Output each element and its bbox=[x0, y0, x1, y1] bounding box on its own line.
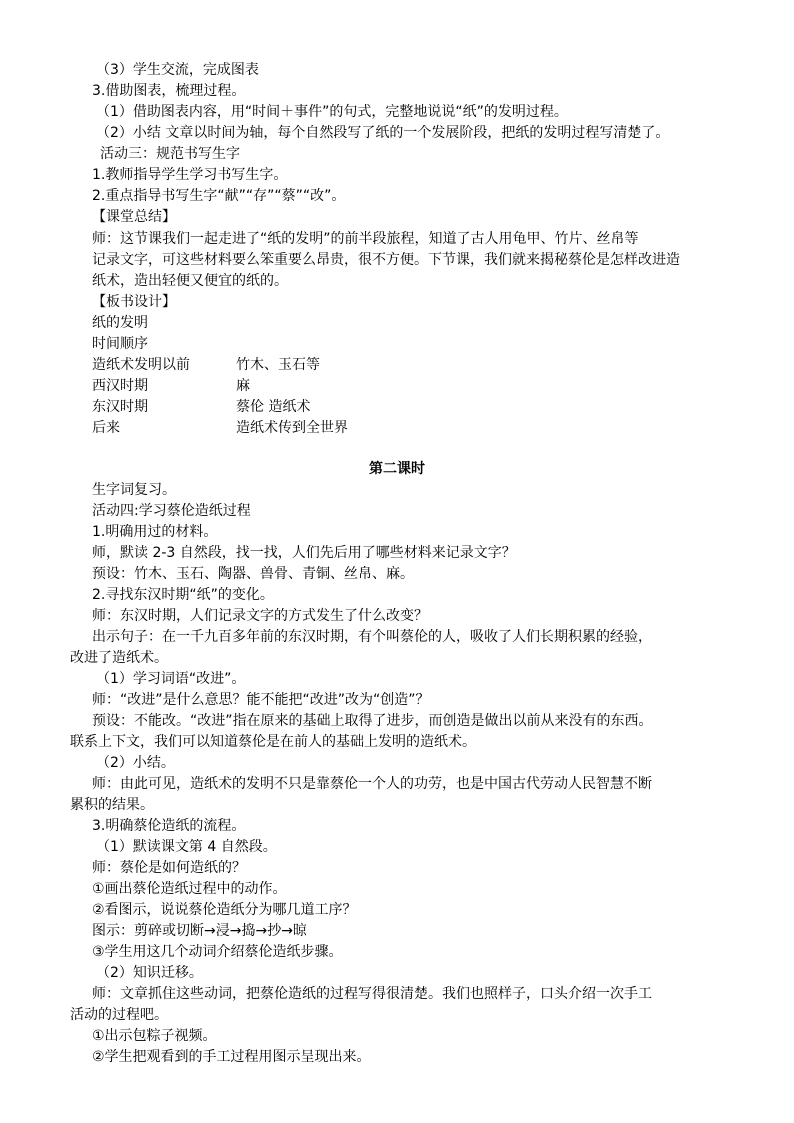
text-line: 师：这节课我们一起走进了“纸的发明”的前半段旅程，知道了古人用龟甲、竹片、丝帛等 bbox=[92, 231, 639, 247]
text-line: （2）小结。 bbox=[96, 755, 175, 771]
text-line: （3）学生交流，完成图表 bbox=[96, 62, 259, 78]
board-period: 后来 bbox=[92, 420, 120, 436]
text-line: 师，默读 2-3 自然段，找一找，人们先后用了哪些材料来记录文字？ bbox=[92, 545, 516, 561]
text-line: 活动的过程吧。 bbox=[70, 1007, 168, 1023]
activity-heading: 活动四:学习蔡伦造纸过程 bbox=[92, 503, 251, 519]
text-line: 纸术，造出轻便又便宜的纸的。 bbox=[92, 273, 288, 289]
text-line: （2）知识迁移。 bbox=[96, 965, 203, 981]
board-content: 蔡伦 造纸术 bbox=[236, 399, 311, 415]
text-line: ②学生把观看到的手工过程用图示呈现出来。 bbox=[92, 1049, 371, 1065]
text-line: 联系上下文，我们可以知道蔡伦是在前人的基础上发明的造纸术。 bbox=[70, 734, 476, 750]
board-title: 纸的发明 bbox=[92, 315, 148, 331]
text-line: 1.明确用过的材料。 bbox=[92, 524, 218, 540]
text-line: ③学生用这几个动词介绍蔡伦造纸步骤。 bbox=[92, 944, 343, 960]
text-line: ①出示包粽子视频。 bbox=[92, 1028, 217, 1044]
text-line: （1）学习词语“改进”。 bbox=[96, 671, 246, 687]
text-line: 2.重点指导书写生字“献”“存”“蔡”“改”。 bbox=[92, 188, 346, 204]
text-line: 师：“改进”是什么意思？能不能把“改进”改为“创造”？ bbox=[92, 692, 430, 708]
text-line: 师：文章抓住这些动词，把蔡伦造纸的过程写得很清楚。我们也照样子，口头介绍一次手工 bbox=[92, 986, 652, 1002]
section-heading: 第二课时 bbox=[369, 461, 425, 477]
text-line: 预设：竹木、玉石、陶器、兽骨、青铜、丝帛、麻。 bbox=[92, 566, 414, 582]
text-line: 生字词复习。 bbox=[92, 482, 176, 498]
text-line: 3.明确蔡伦造纸的流程。 bbox=[92, 818, 246, 834]
board-subtitle: 时间顺序 bbox=[92, 336, 148, 352]
text-line: 师：由此可见，造纸术的发明不只是靠蔡伦一个人的功劳，也是中国古代劳动人民智慧不断 bbox=[92, 776, 652, 792]
text-line: 出示句子：在一千九百多年前的东汉时期，有个叫蔡伦的人，吸收了人们长期积累的经验， bbox=[92, 629, 652, 645]
text-line: 师：蔡伦是如何造纸的？ bbox=[92, 860, 246, 876]
text-line: （1）默读课文第 4 自然段。 bbox=[96, 839, 277, 855]
text-line: 改进了造纸术。 bbox=[70, 650, 168, 666]
text-line: 2.寻找东汉时期“纸”的变化。 bbox=[92, 587, 274, 603]
text-line: 预设：不能改。“改进”指在原来的基础上取得了进步，而创造是做出以前从来没有的东西。 bbox=[92, 713, 653, 729]
board-period: 东汉时期 bbox=[92, 399, 148, 415]
board-content: 造纸术传到全世界 bbox=[236, 420, 348, 436]
process-diagram-text: 图示：剪碎或切断→浸→捣→抄→晾 bbox=[92, 923, 307, 939]
text-line: 累积的结果。 bbox=[70, 797, 154, 813]
section-label: 【板书设计】 bbox=[92, 294, 176, 310]
section-label: 【课堂总结】 bbox=[92, 209, 176, 225]
text-line: 记录文字，可这些材料要么笨重要么昂贵，很不方便。下节课，我们就来揭秘蔡伦是怎样改进造 bbox=[92, 252, 680, 268]
text-line: （2）小结 文章以时间为轴，每个自然段写了纸的一个发展阶段，把纸的发明过程写清楚了。 bbox=[96, 125, 670, 141]
text-line: （1）借助图表内容，用“时间＋事件”的句式，完整地说说“纸”的发明过程。 bbox=[96, 104, 568, 120]
text-line: ②看图示，说说蔡伦造纸分为哪几道工序？ bbox=[92, 902, 357, 918]
text-line: 1.教师指导学生学习书写生字。 bbox=[92, 167, 288, 183]
board-content: 竹木、玉石等 bbox=[236, 357, 320, 373]
text-line: 师：东汉时期，人们记录文字的方式发生了什么改变？ bbox=[92, 608, 428, 624]
board-period: 西汉时期 bbox=[92, 378, 148, 394]
board-content: 麻 bbox=[236, 378, 250, 394]
text-line: ①画出蔡伦造纸过程中的动作。 bbox=[92, 881, 287, 897]
activity-heading: 活动三：规范书写生字 bbox=[100, 146, 240, 162]
board-period: 造纸术发明以前 bbox=[92, 357, 190, 373]
text-line: 3.借助图表，梳理过程。 bbox=[92, 83, 246, 99]
